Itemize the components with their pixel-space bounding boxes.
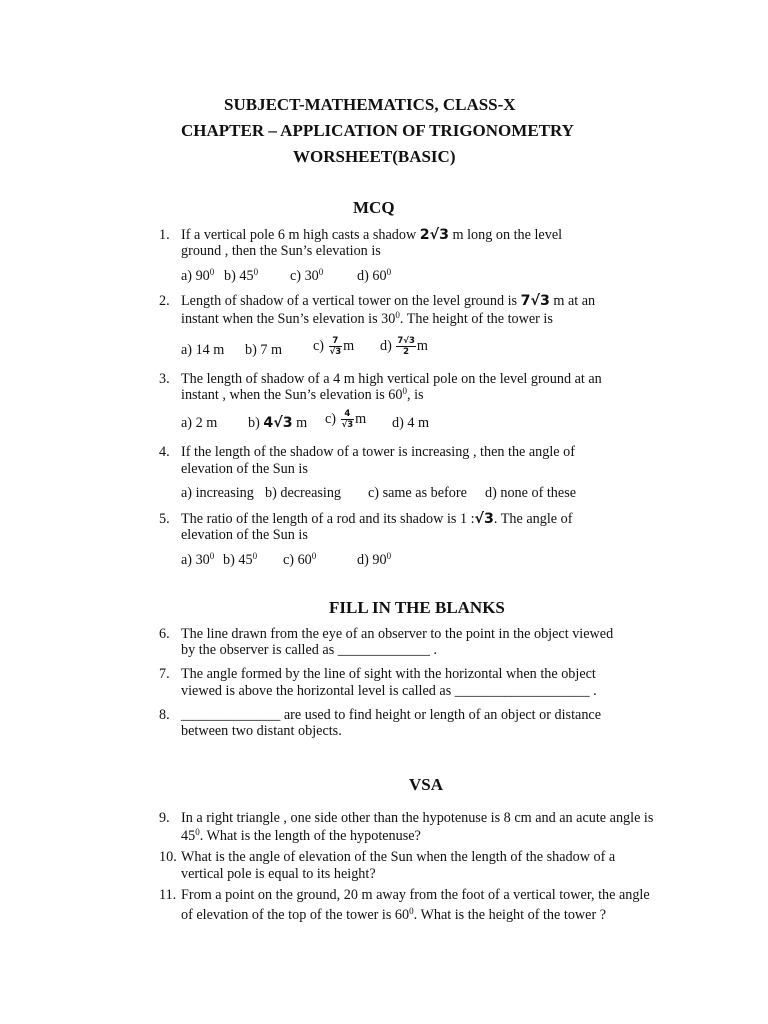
question-number: 4.: [159, 444, 170, 460]
question-number: 3.: [159, 371, 170, 387]
question-number: 10.: [159, 849, 177, 865]
question-line: The angle formed by the line of sight with the horizontal when the object: [181, 666, 596, 682]
header-subject: SUBJECT-MATHEMATICS, CLASS-X: [224, 95, 516, 114]
question-line: In a right triangle , one side other than the hypotenuse is 8 cm and an acute angle is: [181, 810, 654, 826]
math-expression: 4√3: [263, 415, 293, 431]
question-number: 8.: [159, 707, 170, 723]
question-line: The line drawn from the eye of an observer to the point in the object viewed: [181, 626, 614, 642]
fraction: [396, 336, 416, 357]
text: d): [380, 337, 392, 354]
header-chapter: CHAPTER – APPLICATION OF TRIGONOMETRY: [181, 121, 574, 140]
unit: m: [416, 337, 428, 354]
unit: m: [343, 337, 355, 354]
superscript: 0: [209, 551, 215, 561]
option-a: a) 2 m: [181, 415, 218, 431]
question-line: [181, 387, 424, 404]
text: Length of shadow of a vertical tower on the level ground is: [181, 293, 521, 309]
superscript: 0: [311, 551, 317, 561]
option-a: [181, 552, 214, 569]
option-c: [283, 552, 316, 569]
text: The ratio of the length of a rod and its shadow is 1 :: [181, 511, 475, 527]
superscript: 0: [253, 267, 259, 277]
question-line: What is the angle of elevation of the Sun when the length of the shadow of a: [181, 849, 616, 865]
option-c: [313, 336, 354, 357]
superscript: 0: [395, 310, 400, 320]
numerator: 4: [341, 409, 355, 420]
option-b: [224, 268, 258, 285]
text: m at an: [549, 293, 596, 309]
question-number: 7.: [159, 666, 170, 682]
question-line: ______________ are used to find height or length of an object or distance: [181, 707, 602, 723]
text: of elevation of the top of the tower is 60: [181, 907, 410, 923]
option-b: b) decreasing: [265, 485, 342, 501]
option-c: [290, 268, 323, 285]
section-title-vsa: VSA: [409, 775, 444, 794]
superscript: 0: [409, 906, 414, 916]
question-line: [181, 311, 553, 328]
question-number: 5.: [159, 511, 170, 527]
superscript: 0: [402, 386, 407, 396]
denominator: 2: [403, 347, 410, 357]
option-d: [357, 268, 391, 285]
text: a) 90: [181, 268, 210, 284]
question-line: vertical pole is equal to its height?: [181, 866, 376, 882]
superscript: 0: [252, 551, 258, 561]
option-b: [223, 552, 257, 569]
option-d: [357, 552, 391, 569]
option-d: d) 4 m: [392, 415, 430, 431]
question-number: 1.: [159, 227, 170, 243]
text: , is: [406, 387, 424, 403]
text: . The angle of: [493, 511, 573, 527]
text: c) 60: [283, 552, 312, 568]
superscript: 0: [209, 267, 215, 277]
denominator: √3: [329, 347, 342, 357]
header-worksheet: WORSHEET(BASIC): [293, 147, 456, 166]
text: c): [325, 410, 337, 427]
option-a: [181, 268, 214, 285]
numerator: 7: [329, 336, 343, 347]
question-line: [181, 828, 421, 845]
math-expression: 2√3: [419, 227, 449, 243]
question-number: 9.: [159, 810, 170, 826]
text: instant when the Sun’s elevation is 30: [181, 311, 396, 327]
option-d: [380, 336, 428, 357]
question-line: The length of shadow of a 4 m high vertical pole on the level ground at an: [181, 371, 602, 387]
option-b: [248, 415, 307, 432]
numerator: 7√3: [397, 336, 415, 346]
math-expression: 7√3: [520, 293, 550, 309]
text: . What is the height of the tower ?: [413, 907, 607, 923]
fraction: [329, 336, 343, 357]
question-line: elevation of the Sun is: [181, 461, 308, 477]
superscript: 0: [318, 267, 324, 277]
question-line: [181, 227, 562, 244]
math-expression: √3: [474, 511, 494, 527]
text: d) 60: [357, 268, 387, 284]
unit: m: [355, 410, 367, 427]
text: instant , when the Sun’s elevation is 60: [181, 387, 403, 403]
text: b): [248, 415, 260, 431]
section-title-fill-in-the-blanks: FILL IN THE BLANKS: [329, 598, 505, 617]
text: c): [313, 337, 325, 354]
text: If a vertical pole 6 m high casts a shadow: [181, 227, 420, 243]
text: a) 30: [181, 552, 210, 568]
text: d) 90: [357, 552, 387, 568]
text: m long on the level: [448, 227, 563, 243]
superscript: 0: [195, 827, 200, 837]
option-c: [325, 409, 366, 430]
question-number: 2.: [159, 293, 170, 309]
question-line: [181, 907, 606, 924]
question-line: [181, 293, 595, 310]
question-line: elevation of the Sun is: [181, 527, 308, 543]
question-line: viewed is above the horizontal level is called as ___________________ .: [181, 683, 597, 699]
option-a: a) 14 m: [181, 342, 225, 358]
fraction: [341, 409, 355, 430]
text: c) 30: [290, 268, 319, 284]
question-line: ground , then the Sun’s elevation is: [181, 243, 381, 259]
question-number: 6.: [159, 626, 170, 642]
question-number: 11.: [159, 887, 177, 903]
text: . What is the length of the hypotenuse?: [199, 828, 421, 844]
question-line: From a point on the ground, 20 m away from the foot of a vertical tower, the angle: [181, 887, 650, 903]
text: b) 45: [224, 268, 254, 284]
question-line: If the length of the shadow of a tower is increasing , then the angle of: [181, 444, 575, 460]
superscript: 0: [386, 551, 392, 561]
text: b) 45: [223, 552, 253, 568]
question-line: between two distant objects.: [181, 723, 342, 739]
option-a: a) increasing: [181, 485, 254, 501]
denominator: √3: [341, 420, 354, 430]
unit: m: [292, 415, 308, 431]
text: . The height of the tower is: [399, 311, 553, 327]
option-b: b) 7 m: [245, 342, 283, 358]
section-title-mcq: MCQ: [353, 198, 395, 217]
option-c: c) same as before: [368, 485, 467, 501]
superscript: 0: [386, 267, 392, 277]
question-line: by the observer is called as _____________ .: [181, 642, 438, 658]
option-d: d) none of these: [485, 485, 577, 501]
question-line: [181, 511, 572, 528]
text: 45: [181, 828, 196, 844]
